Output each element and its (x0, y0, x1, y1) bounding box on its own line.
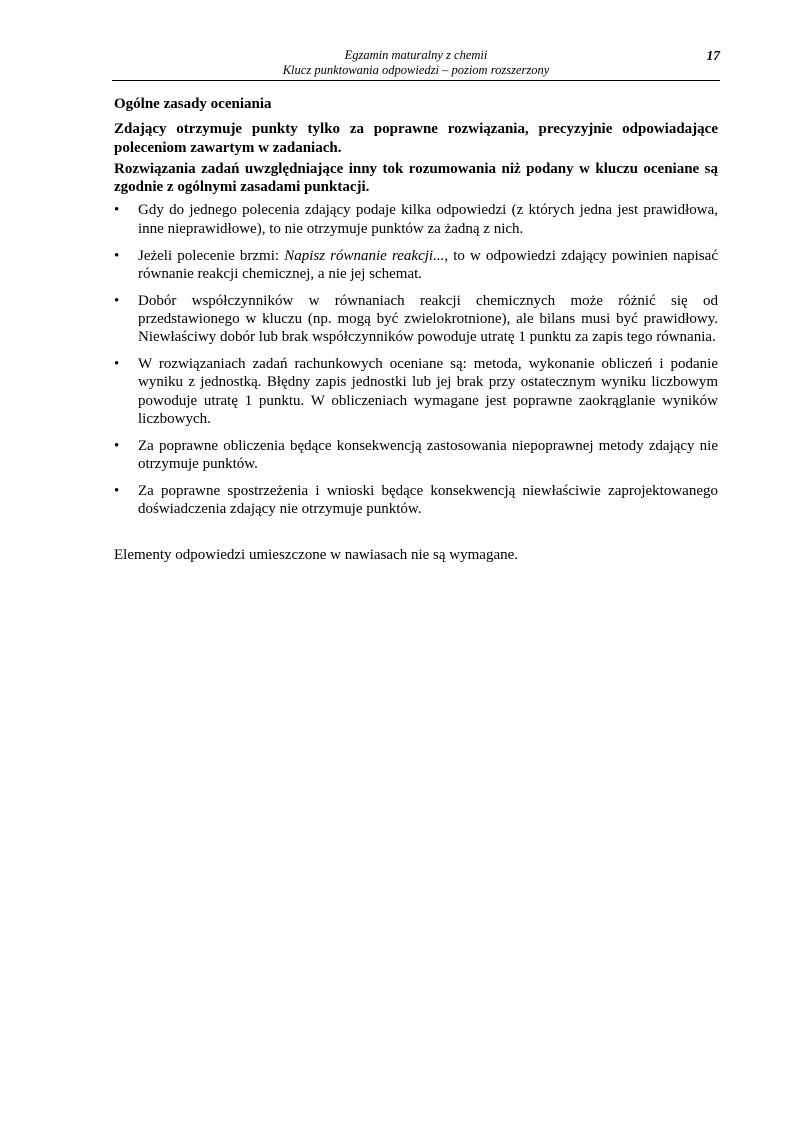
list-item (114, 437, 718, 474)
section-heading: Ogólne zasady oceniania (114, 96, 272, 112)
document-body (114, 95, 718, 565)
list-item-text: W rozwiązaniach zadań rachunkowych oceniane są: metoda, wykonanie obliczeń i podanie wyniku z jednostką. Błędny zapis jednostki lub jej brak przy ostatecznym wyniku liczbowym powoduje utratę 1 punktu. W obliczeniach wymagane jest poprawne zaokrąglanie wyników liczbowych. (138, 356, 718, 427)
list-item-text: Dobór współczynników w równaniach reakcji chemicznych może różnić się od przedstawionego w kluczu (np. mogą być zwielokrotnione), ale bilans musi być prawidłowy. Niewłaściwy dobór lub brak współczynników powoduje utratę 1 punktu za zapis tego równania. (138, 292, 718, 346)
rule-points-correct-solutions: Zdający otrzymuje punkty tylko za poprawne rozwiązania, precyzyjnie odpowiadające poleceniom zawartym w zadaniach. (114, 121, 718, 156)
list-item-text: Za poprawne spostrzeżenia i wnioski będące konsekwencją niewłaściwie zaprojektowanego doświadczenia zdający nie otrzymuje punktów. (138, 482, 718, 518)
footer-note: Elementy odpowiedzi umieszczone w nawiasach nie są wymagane. (114, 547, 519, 564)
bullet-icon: • (114, 202, 120, 219)
list-item (114, 247, 718, 284)
bullet-icon: • (114, 356, 120, 373)
rule-alternative-reasoning: Rozwiązania zadań uwzględniające inny tok rozumowania niż podany w kluczu oceniane są zgodnie z ogólnymi zasadami punktacji. (114, 160, 718, 196)
header-subtitle: Klucz punktowania odpowiedzi – poziom rozszerzony (282, 63, 550, 77)
bullet-icon: • (114, 437, 120, 454)
header-exam-title: Egzamin maturalny z chemii (344, 48, 488, 62)
list-item (114, 355, 718, 428)
list-item (114, 482, 718, 519)
list-item-italic-command: Napisz równanie reakcji... (284, 247, 445, 264)
list-item-text: Za poprawne obliczenia będące konsekwencją zastosowania niepoprawnej metody zdający nie otrzymuje punktów. (138, 437, 718, 473)
list-item-text-after: , to w odpowiedzi zdający powinien napisać równanie reakcji chemicznej, a nie jej schemat. (138, 247, 718, 282)
list-item-text: Gdy do jednego polecenia zdający podaje kilka odpowiedzi (z których jedna jest prawidłowa, inne nieprawidłowe), to nie otrzymuje punktów za żadną z nich. (138, 202, 718, 237)
list-item (114, 292, 718, 347)
bullet-icon: • (114, 292, 120, 309)
bullet-icon: • (114, 482, 120, 499)
bullet-icon: • (114, 247, 120, 264)
page-number: 17 (706, 48, 720, 63)
rules-list (114, 201, 718, 518)
list-item-text-before: Jeżeli polecenie brzmi: (138, 247, 285, 264)
page-header (112, 48, 720, 81)
list-item (114, 201, 718, 238)
